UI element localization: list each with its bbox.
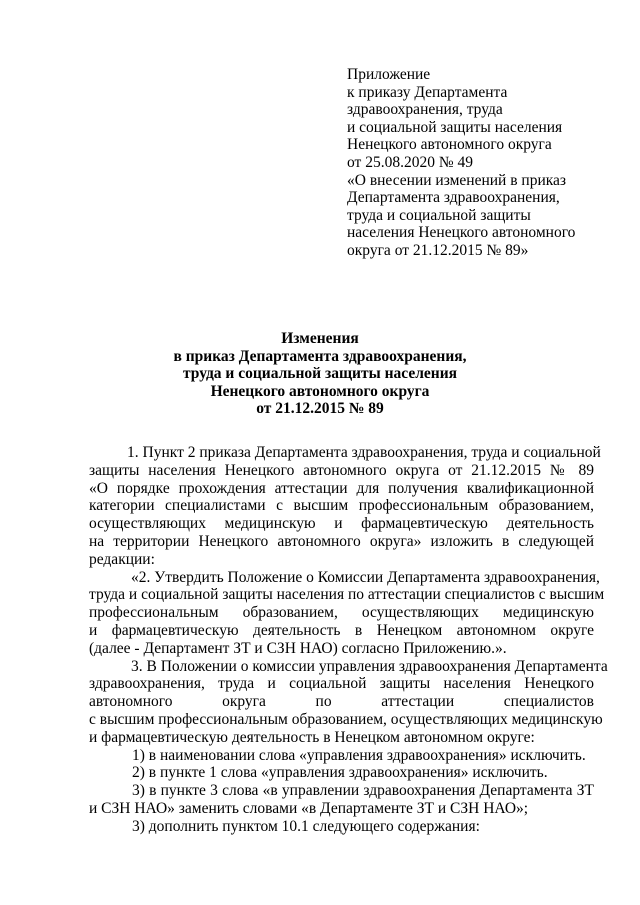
body-line: (далее - Департамент ЗТ и СЗН НАО) согласно Приложению.». (89, 639, 507, 657)
body-line: «2. Утвердить Положение о Комиссии Департамента здравоохранения, (131, 568, 600, 586)
body-line: 3. В Положении о комиссии управления здравоохранения Департамента (131, 657, 608, 675)
appendix-line: от 25.08.2020 № 49 (347, 153, 473, 171)
body-line: 2) в пункте 1 слова «управления здравоохранения» исключить. (132, 764, 548, 782)
heading-line: от 21.12.2015 № 89 (256, 400, 384, 418)
body-line: здравоохранения, труда и социальной защиты населения Ненецкого (89, 675, 594, 693)
body-line: категории специалистами с высшим профессиональным образованием, (89, 497, 594, 515)
body-line: с высшим профессиональным образованием, осуществляющих медицинскую (89, 710, 603, 728)
body-line: 1. Пункт 2 приказа Департамента здравоохранения, труда и социальной (127, 444, 601, 461)
appendix-line: Приложение (347, 66, 431, 83)
body-line: и фармацевтическую деятельность в Ненецком автономном округе (89, 621, 594, 639)
body-line: и СЗН НАО» заменить словами «в Департаменте ЗТ и СЗН НАО»; (89, 799, 529, 817)
heading-line: Ненецкого автономного округа (210, 382, 430, 400)
document-body (89, 444, 608, 836)
document-heading (0, 330, 640, 418)
appendix-line: Департамента здравоохранения, (347, 189, 560, 207)
body-line: осуществляющих медицинскую и фармацевтическую деятельность (89, 515, 594, 533)
body-line: 1) в наименовании слова «управления здравоохранения» исключить. (132, 746, 586, 764)
body-line: защиты населения Ненецкого автономного округа от 21.12.2015 № 89 (89, 461, 594, 479)
body-line: автономного округа по аттестации специалистов (89, 693, 594, 711)
heading-line: труда и социальной защиты населения (182, 365, 458, 383)
body-line: 3) дополнить пунктом 10.1 следующего содержания: (132, 817, 480, 835)
body-line: на территории Ненецкого автономного округа» изложить в следующей (89, 532, 594, 550)
appendix-line: населения Ненецкого автономного (347, 224, 576, 242)
appendix-block (347, 66, 607, 260)
appendix-line: округа от 21.12.2015 № 89» (347, 241, 529, 259)
appendix-line: «О внесении изменений в приказ (347, 171, 567, 189)
appendix-line: и социальной защиты населения (347, 118, 563, 136)
body-line: «О порядке прохождения аттестации для получения квалификационной (89, 479, 594, 497)
body-line: 3) в пункте 3 слова «в управлении здравоохранения Департамента ЗТ (132, 782, 594, 800)
body-line: редакции: (89, 550, 155, 568)
body-line: и фармацевтическую деятельность в Ненецком автономном округе: (89, 728, 535, 746)
appendix-line: к приказу Департамента (347, 83, 508, 101)
appendix-line: здравоохранения, труда (347, 101, 503, 119)
appendix-line: труда и социальной защиты (347, 206, 531, 224)
heading-line: в приказ Департамента здравоохранения, (173, 347, 467, 365)
body-line: труда и социальной защиты населения по аттестации специалистов с высшим (89, 586, 605, 604)
appendix-line: Ненецкого автономного округа (347, 136, 552, 154)
heading-line: Изменения (281, 330, 359, 347)
body-line: профессиональным образованием, осуществляющих медицинскую (89, 604, 594, 622)
